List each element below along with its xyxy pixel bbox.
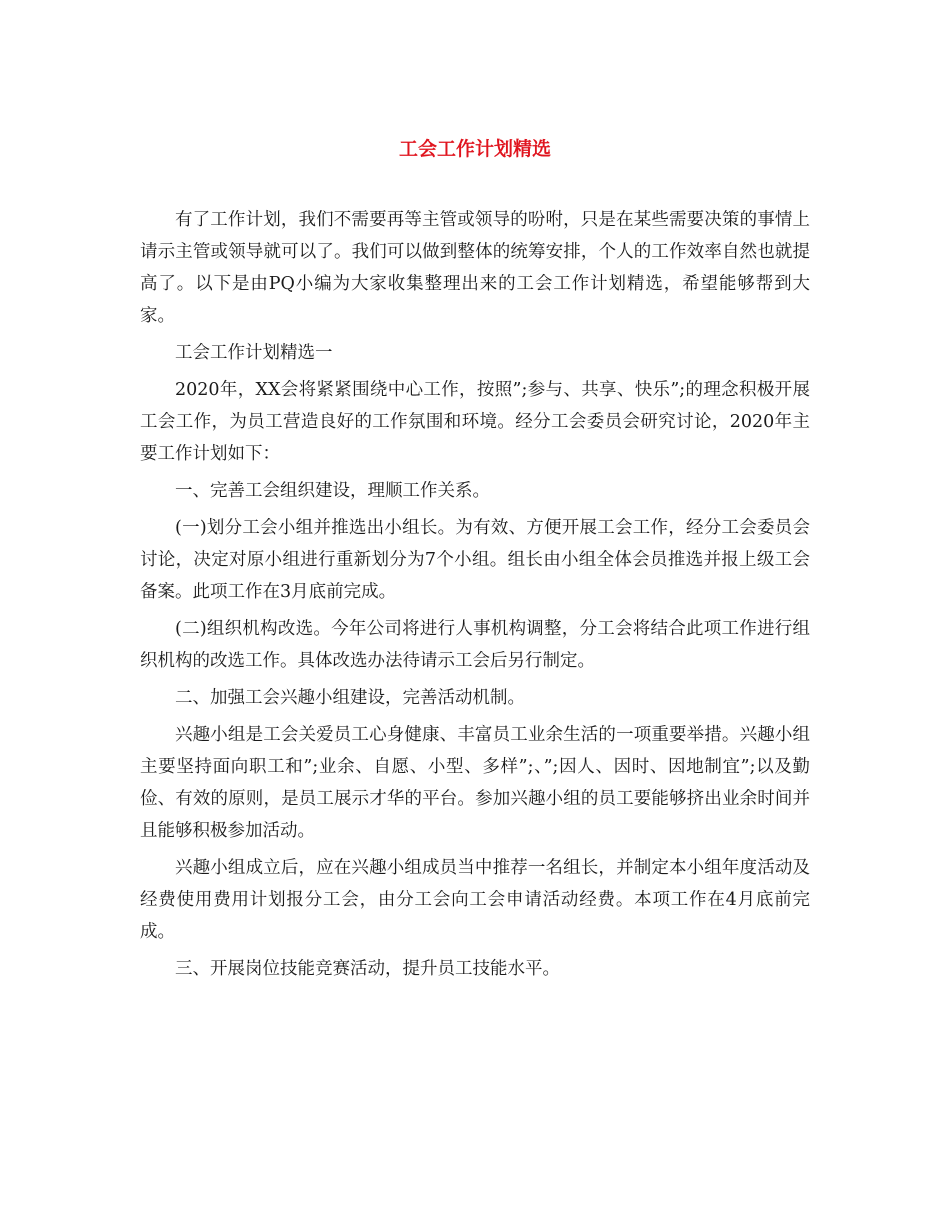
paragraph-2-2: 兴趣小组成立后，应在兴趣小组成员当中推荐一名组长，并制定本小组年度活动及经费使用费用计划报分工会，由分工会向工会申请活动经费。本项工作在4月底前完成。	[140, 858, 810, 942]
paragraph-overview: 2020年，XX会将紧紧围绕中心工作，按照”;参与、共享、快乐”;的理念积极开展工会工作，为员工营造良好的工作氛围和环境。经分工会委员会研究讨论，2020年主要工作计划如下：	[140, 380, 810, 464]
paragraph-2-1: 兴趣小组是工会关爱员工心身健康、丰富员工业余生活的一项重要举措。兴趣小组主要坚持面向职工和”;业余、自愿、小型、多样”;、”;因人、因时、因地制宜”;以及勤俭、有效的原则，是员工展示才华的平台。参加兴趣小组的员工要能够挤出业余时间并且能够积极参加活动。	[140, 725, 810, 841]
paragraph-1-2: (二)组织机构改选。今年公司将进行人事机构调整，分工会将结合此项工作进行组织机构的改选工作。具体改选办法待请示工会后另行制定。	[140, 619, 810, 671]
document-body	[140, 204, 810, 990]
section-heading-plan-one: 工会工作计划精选一	[175, 343, 333, 363]
section-heading-3: 三、开展岗位技能竞赛活动，提升员工技能水平。	[175, 959, 560, 979]
document-title: 工会工作计划精选	[398, 138, 551, 160]
paragraph-intro: 有了工作计划，我们不需要再等主管或领导的吩咐，只是在某些需要决策的事情上请示主管或领导就可以了。我们可以做到整体的统筹安排，个人的工作效率自然也就提高了。以下是由PQ小编为大家收集整理出来的工会工作计划精选，希望能够帮到大家。	[140, 210, 810, 326]
section-heading-2: 二、加强工会兴趣小组建设，完善活动机制。	[175, 688, 525, 708]
section-heading-1: 一、完善工会组织建设，理顺工作关系。	[175, 481, 490, 501]
paragraph-1-1: (一)划分工会小组并推选出小组长。为有效、方便开展工会工作，经分工会委员会讨论，决定对原小组进行重新划分为7个小组。组长由小组全体会员推选并报上级工会备案。此项工作在3月底前完成。	[140, 518, 810, 602]
